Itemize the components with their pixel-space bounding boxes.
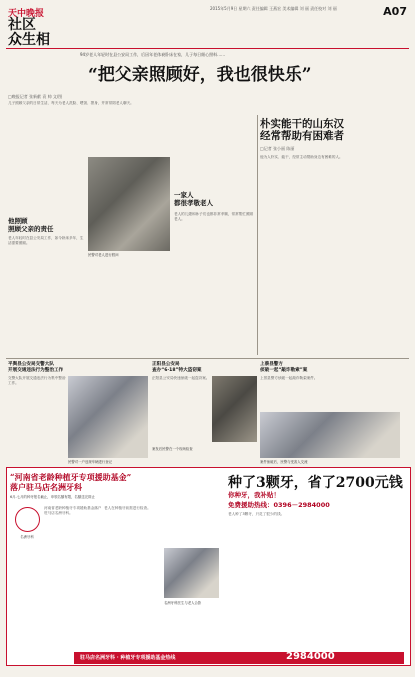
lower-left-body: 交警大队开展交通违法行为集中整治工作。 xyxy=(8,376,66,386)
main-headline: “把父亲照顾好，我也很快乐” xyxy=(88,65,312,85)
page-number: A07 xyxy=(383,5,407,18)
section-title-line1: 社区 xyxy=(8,17,36,33)
column-divider xyxy=(257,115,258,355)
lower-right-title xyxy=(260,362,400,374)
fund-hotline: 免费援助热线：0396－2984000 xyxy=(228,501,330,509)
main-lede: 94岁老人年轻时在县公安局工作，后因年老体衰卧床在家，儿子每日细心照料…… xyxy=(80,52,226,57)
fund-right-subhead: 你种牙，我补贴！ xyxy=(228,491,280,499)
lower-left-title-line1: 平舆县公安局交警大队 xyxy=(8,362,54,367)
subheading-2-line2: 都很孝敬老人 xyxy=(174,199,213,207)
side-story-byline: □记者 张小丽 陈丽 xyxy=(260,146,295,151)
lower-middle-caption: 案发后民警在一个现场检查 xyxy=(152,447,193,451)
subheading-1-line1: 他照顾 xyxy=(8,217,28,225)
main-body-col2: 老人的儿媳和孙子们也都非常孝顺，常常帮忙照顾老人。 xyxy=(174,212,254,222)
masthead-rule xyxy=(6,48,409,49)
footer-text: 驻马店名洲牙科 · 种植牙专项援助基金热线 xyxy=(80,655,176,661)
section-title xyxy=(8,18,50,48)
main-body-col1: 老人年轻时在县公安局工作，如今卧床多年，生活需要照顾。 xyxy=(8,236,84,246)
fund-photo xyxy=(164,548,219,598)
lower-middle-title-line2: 查办“6·18”特大盗窃案 xyxy=(152,368,202,373)
side-story-title-line1: 朴实能干的山东汉 xyxy=(260,118,344,130)
issue-info: 2015年5月9日 星期六 责任编辑 王燕宏 美术编辑 刘 丽 责任校对 刘 丽 xyxy=(210,6,337,11)
lower-right-caption: 案件侦破后，民警与受害人交流 xyxy=(260,460,308,464)
footer-number: 2984000 xyxy=(286,651,335,662)
side-story-title-line2: 经常帮助有困难者 xyxy=(260,130,344,142)
seal-icon xyxy=(15,507,40,532)
lower-left-caption: 民警对一户违规车辆进行登记 xyxy=(68,460,113,464)
subheading-2 xyxy=(174,191,254,207)
fund-body-left: 河南省老龄种植牙专项援助基金落户驻马店名洲牙科。 xyxy=(44,506,102,516)
lower-left-title-line2: 开展交通违法行为整治工作 xyxy=(8,368,64,373)
newspaper-brand: 天中晚报 xyxy=(8,9,45,19)
lower-right-title-line2: 侦破一起“敲诈勒索”案 xyxy=(260,368,308,373)
fund-headline-line1: “河南省老龄种植牙专项援助基金” xyxy=(10,472,132,482)
lower-right-title-line1: 上蔡县警方 xyxy=(260,362,283,367)
lower-middle-body: 正阳县公安局快速侦破一起盗窃案。 xyxy=(152,376,210,380)
masthead xyxy=(6,4,409,50)
fund-body-right: 老人种了3颗牙，只花了很少的钱。 xyxy=(228,512,285,516)
main-body-top: 儿子照顾父亲的日常生活，每天为老人洗脸、喂饭、擦身，并常常陪老人聊天。 xyxy=(8,101,134,105)
fund-headline xyxy=(10,472,220,492)
fund-headline-line2: 落户驻马店名洲牙科 xyxy=(10,482,82,492)
lower-middle-title-line1: 正阳县公安局 xyxy=(152,362,180,367)
fund-photo-caption: 名洲牙科医生与老人合影 xyxy=(164,601,202,605)
fund-body-middle: 老人在种植牙前需进行检查。 xyxy=(104,506,151,510)
fund-right-headline: 种了3颗牙，省了2700元钱 xyxy=(228,475,403,491)
side-story-body: 他为人朴实、能干，经常主动帮助身边有困难的人。 xyxy=(260,155,343,159)
main-photo xyxy=(88,157,170,251)
section-divider-1 xyxy=(6,358,409,359)
lower-right-body: 上蔡县警方侦破一起敲诈勒索案件。 xyxy=(260,376,318,380)
fund-subheadline: 6月-七月的种牙报名截止，申领名额有限，名额送完即止 xyxy=(10,495,95,499)
lower-middle-photo xyxy=(212,376,257,442)
subheading-1 xyxy=(8,217,88,233)
lower-left-photo xyxy=(68,376,148,458)
main-byline: □晚报记者 张新献 袁 帅 文/图 xyxy=(8,94,63,99)
subheading-2-line1: 一家人 xyxy=(174,191,194,199)
side-story-title xyxy=(260,118,400,142)
section-title-line2: 众生相 xyxy=(8,32,50,48)
main-photo-caption: 民警对老人进行慰问 xyxy=(88,253,119,257)
lower-middle-title xyxy=(152,362,262,374)
subheading-1-line2: 照顾父亲的责任 xyxy=(8,225,54,233)
seal-label: 名洲牙科 xyxy=(20,535,34,539)
lower-left-title xyxy=(8,362,128,374)
lower-right-photo xyxy=(260,412,400,458)
